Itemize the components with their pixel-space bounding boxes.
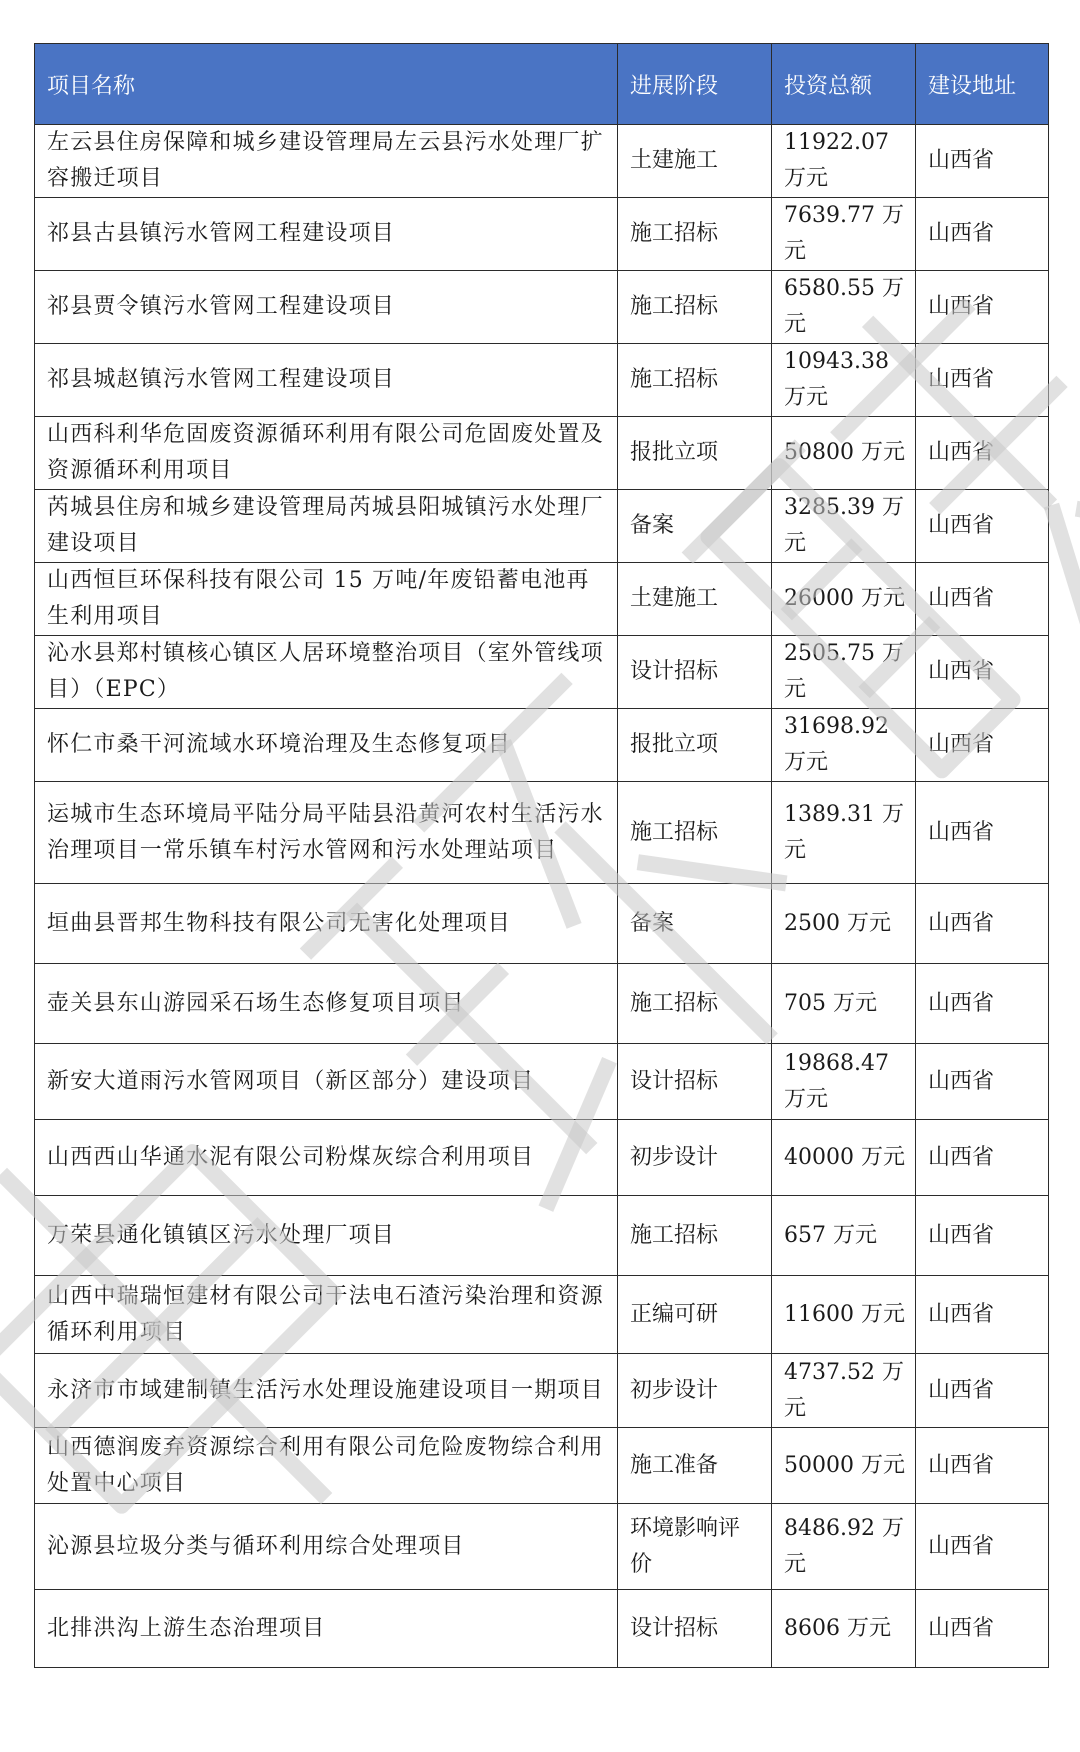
cell-location: 山西省	[916, 198, 1049, 271]
cell-investment: 705 万元	[772, 964, 916, 1044]
cell-location: 山西省	[916, 417, 1049, 490]
cell-location: 山西省	[916, 1590, 1049, 1668]
cell-investment: 6580.55 万元	[772, 271, 916, 344]
cell-investment: 7639.77 万元	[772, 198, 916, 271]
cell-stage: 正编可研	[618, 1276, 772, 1354]
cell-investment: 2500 万元	[772, 884, 916, 964]
cell-stage: 施工招标	[618, 344, 772, 417]
table-row	[35, 1044, 1049, 1120]
table-header-row	[35, 44, 1049, 125]
table-row	[35, 1276, 1049, 1354]
cell-stage: 初步设计	[618, 1120, 772, 1196]
cell-investment: 11922.07 万元	[772, 125, 916, 198]
cell-location: 山西省	[916, 884, 1049, 964]
cell-stage: 初步设计	[618, 1354, 772, 1428]
cell-stage: 设计招标	[618, 1590, 772, 1668]
cell-stage: 施工招标	[618, 782, 772, 884]
cell-location: 山西省	[916, 490, 1049, 563]
table-row	[35, 490, 1049, 563]
cell-project-name: 新安大道雨污水管网项目（新区部分）建设项目	[35, 1044, 618, 1120]
table-row	[35, 884, 1049, 964]
header-investment: 投资总额	[772, 44, 916, 125]
table-row	[35, 1504, 1049, 1590]
table-row	[35, 417, 1049, 490]
cell-investment: 657 万元	[772, 1196, 916, 1276]
cell-investment: 10943.38 万元	[772, 344, 916, 417]
cell-project-name: 万荣县通化镇镇区污水处理厂项目	[35, 1196, 618, 1276]
cell-investment: 3285.39 万元	[772, 490, 916, 563]
cell-location: 山西省	[916, 344, 1049, 417]
cell-investment: 8606 万元	[772, 1590, 916, 1668]
cell-project-name: 怀仁市桑干河流域水环境治理及生态修复项目	[35, 709, 618, 782]
cell-location: 山西省	[916, 1354, 1049, 1428]
cell-location: 山西省	[916, 1428, 1049, 1504]
cell-location: 山西省	[916, 1196, 1049, 1276]
cell-investment: 1389.31 万元	[772, 782, 916, 884]
cell-project-name: 山西德润废弃资源综合利用有限公司危险废物综合利用处置中心项目	[35, 1428, 618, 1504]
cell-stage: 环境影响评价	[618, 1504, 772, 1590]
cell-location: 山西省	[916, 964, 1049, 1044]
table-body	[35, 125, 1049, 1668]
cell-project-name: 山西西山华通水泥有限公司粉煤灰综合利用项目	[35, 1120, 618, 1196]
cell-project-name: 祁县贾令镇污水管网工程建设项目	[35, 271, 618, 344]
table-row	[35, 636, 1049, 709]
cell-stage: 备案	[618, 884, 772, 964]
cell-investment: 2505.75 万元	[772, 636, 916, 709]
cell-investment: 26000 万元	[772, 563, 916, 636]
table-row	[35, 782, 1049, 884]
header-project-name: 项目名称	[35, 44, 618, 125]
table-row	[35, 964, 1049, 1044]
cell-investment: 31698.92 万元	[772, 709, 916, 782]
table-row	[35, 709, 1049, 782]
cell-stage: 施工招标	[618, 964, 772, 1044]
cell-project-name: 沁源县垃圾分类与循环利用综合处理项目	[35, 1504, 618, 1590]
table-row	[35, 1590, 1049, 1668]
cell-investment: 11600 万元	[772, 1276, 916, 1354]
cell-project-name: 祁县城赵镇污水管网工程建设项目	[35, 344, 618, 417]
cell-project-name: 沁水县郑村镇核心镇区人居环境整治项目（室外管线项目）（EPC）	[35, 636, 618, 709]
cell-location: 山西省	[916, 1276, 1049, 1354]
cell-stage: 设计招标	[618, 1044, 772, 1120]
header-stage: 进展阶段	[618, 44, 772, 125]
cell-project-name: 芮城县住房和城乡建设管理局芮城县阳城镇污水处理厂建设项目	[35, 490, 618, 563]
cell-location: 山西省	[916, 1120, 1049, 1196]
cell-stage: 报批立项	[618, 709, 772, 782]
cell-stage: 设计招标	[618, 636, 772, 709]
cell-location: 山西省	[916, 1504, 1049, 1590]
cell-project-name: 左云县住房保障和城乡建设管理局左云县污水处理厂扩容搬迁项目	[35, 125, 618, 198]
table-row	[35, 1354, 1049, 1428]
cell-investment: 50000 万元	[772, 1428, 916, 1504]
cell-location: 山西省	[916, 636, 1049, 709]
cell-project-name: 祁县古县镇污水管网工程建设项目	[35, 198, 618, 271]
cell-location: 山西省	[916, 709, 1049, 782]
cell-stage: 施工招标	[618, 1196, 772, 1276]
cell-investment: 19868.47 万元	[772, 1044, 916, 1120]
cell-stage: 报批立项	[618, 417, 772, 490]
cell-location: 山西省	[916, 1044, 1049, 1120]
cell-project-name: 运城市生态环境局平陆分局平陆县沿黄河农村生活污水治理项目一常乐镇车村污水管网和污水处理站项目	[35, 782, 618, 884]
cell-project-name: 永济市市域建制镇生活污水处理设施建设项目一期项目	[35, 1354, 618, 1428]
cell-stage: 土建施工	[618, 125, 772, 198]
cell-location: 山西省	[916, 782, 1049, 884]
cell-stage: 施工准备	[618, 1428, 772, 1504]
table-row	[35, 1196, 1049, 1276]
cell-stage: 施工招标	[618, 271, 772, 344]
cell-location: 山西省	[916, 563, 1049, 636]
table-row	[35, 1428, 1049, 1504]
cell-project-name: 山西科利华危固废资源循环利用有限公司危固废处置及资源循环利用项目	[35, 417, 618, 490]
table-row	[35, 271, 1049, 344]
cell-stage: 施工招标	[618, 198, 772, 271]
cell-stage: 备案	[618, 490, 772, 563]
cell-stage: 土建施工	[618, 563, 772, 636]
projects-table	[34, 43, 1049, 1668]
header-location: 建设地址	[916, 44, 1049, 125]
cell-project-name: 山西中瑞瑞恒建材有限公司干法电石渣污染治理和资源循环利用项目	[35, 1276, 618, 1354]
cell-investment: 8486.92 万元	[772, 1504, 916, 1590]
table-row	[35, 1120, 1049, 1196]
cell-project-name: 垣曲县晋邦生物科技有限公司无害化处理项目	[35, 884, 618, 964]
cell-project-name: 山西恒巨环保科技有限公司 15 万吨/年废铅蓄电池再生利用项目	[35, 563, 618, 636]
cell-project-name: 北排洪沟上游生态治理项目	[35, 1590, 618, 1668]
table-row	[35, 344, 1049, 417]
cell-project-name: 壶关县东山游园采石场生态修复项目项目	[35, 964, 618, 1044]
cell-investment: 50800 万元	[772, 417, 916, 490]
table-row	[35, 125, 1049, 198]
table-row	[35, 198, 1049, 271]
cell-location: 山西省	[916, 271, 1049, 344]
table-row	[35, 563, 1049, 636]
cell-investment: 4737.52 万元	[772, 1354, 916, 1428]
cell-location: 山西省	[916, 125, 1049, 198]
cell-investment: 40000 万元	[772, 1120, 916, 1196]
